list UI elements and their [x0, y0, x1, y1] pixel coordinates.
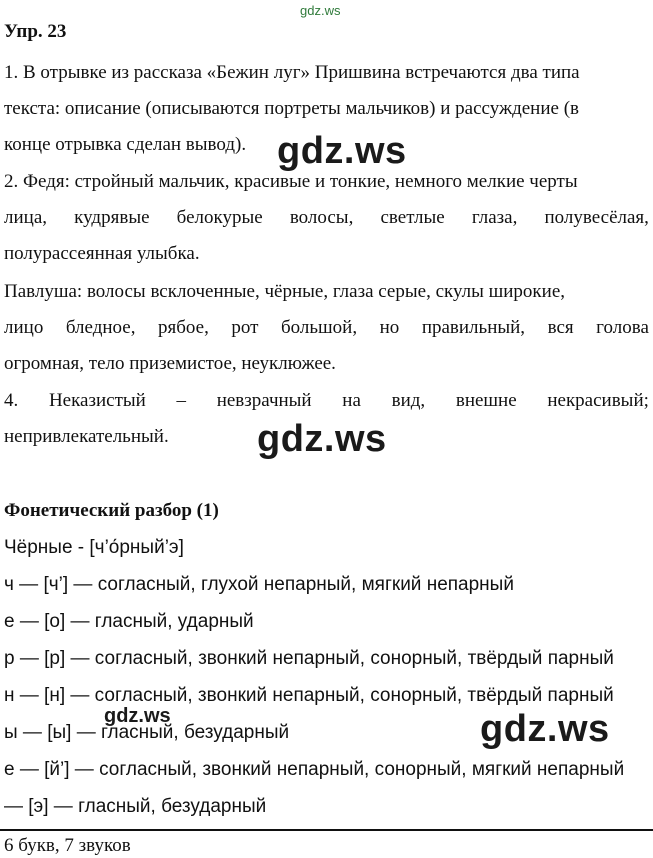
word: светлые	[380, 207, 445, 228]
word: на	[342, 390, 361, 411]
paragraph-3-line-1: Павлуша: волосы всклоченные, чёрные, глаза серые, скулы широкие,	[4, 281, 566, 302]
word: полувесёлая,	[544, 207, 649, 228]
paragraph-2-line-3: полурассеянная улыбка.	[4, 243, 200, 264]
word: вид,	[391, 390, 426, 411]
word: большой,	[280, 317, 358, 338]
phonetic-row-7: — [э] — гласный, безударный	[4, 796, 267, 817]
paragraph-2-line-2	[4, 206, 649, 230]
word: кудрявые	[74, 207, 150, 228]
phonetic-row-3: р — [р] — согласный, звонкий непарный, сонорный, твёрдый парный	[4, 648, 614, 669]
phonetic-row-6: е — [й’] — согласный, звонкий непарный, сонорный, мягкий непарный	[4, 759, 625, 780]
word: Неказистый	[48, 390, 146, 411]
phonetic-row-1: ч — [ч’] — согласный, глухой непарный, мягкий непарный	[4, 574, 514, 595]
exercise-title: Упр. 23	[4, 21, 67, 42]
watermark-mid-1: gdz.ws	[277, 130, 407, 172]
phonetic-row-5: ы — [ы] — гласный, безударный	[4, 722, 290, 743]
paragraph-1-line-3: конце отрывка сделан вывод).	[4, 134, 247, 155]
watermark-mid-2: gdz.ws	[257, 418, 387, 460]
paragraph-4-line-2: непривлекательный.	[4, 426, 169, 447]
phonetic-summary: 6 букв, 7 звуков	[4, 835, 131, 856]
word: рот	[231, 317, 259, 338]
word: белокурые	[176, 207, 263, 228]
watermark-small: gdz.ws	[104, 705, 171, 727]
word: невзрачный	[216, 390, 312, 411]
word: рябое,	[158, 317, 209, 338]
phonetic-title: Фонетический разбор (1)	[4, 500, 219, 521]
word: бледное,	[65, 317, 136, 338]
paragraph-1-line-1: 1. В отрывке из рассказа «Бежин луг» Пришвина встречаются два типа	[4, 62, 580, 83]
word: голова	[596, 317, 649, 338]
paragraph-4-line-1	[4, 389, 649, 413]
word: но	[379, 317, 400, 338]
word: внешне	[455, 390, 517, 411]
phonetic-word: Чёрные - [ч’о́рный’э]	[4, 537, 184, 558]
word: 4.	[4, 390, 19, 411]
word: глаза,	[471, 207, 518, 228]
paragraph-3-line-2	[4, 316, 649, 340]
word: вся	[547, 317, 574, 338]
paragraph-3-line-3: огромная, тело приземистое, неуклюжее.	[4, 353, 336, 374]
word: правильный,	[421, 317, 526, 338]
watermark-right: gdz.ws	[480, 708, 610, 750]
word: волосы,	[289, 207, 354, 228]
paragraph-2-line-1: 2. Федя: стройный мальчик, красивые и тонкие, немного мелкие черты	[4, 171, 578, 192]
word: некрасивый;	[547, 390, 649, 411]
word: лицо	[4, 317, 44, 338]
word: –	[176, 390, 186, 411]
watermark-top: gdz.ws	[300, 3, 341, 18]
phonetic-row-2: е — [о] — гласный, ударный	[4, 611, 254, 632]
divider-line	[0, 829, 653, 831]
phonetic-row-4: н — [н] — согласный, звонкий непарный, сонорный, твёрдый парный	[4, 685, 614, 706]
paragraph-1-line-2: текста: описание (описываются портреты мальчиков) и рассуждение (в	[4, 98, 579, 119]
word: лица,	[4, 207, 48, 228]
